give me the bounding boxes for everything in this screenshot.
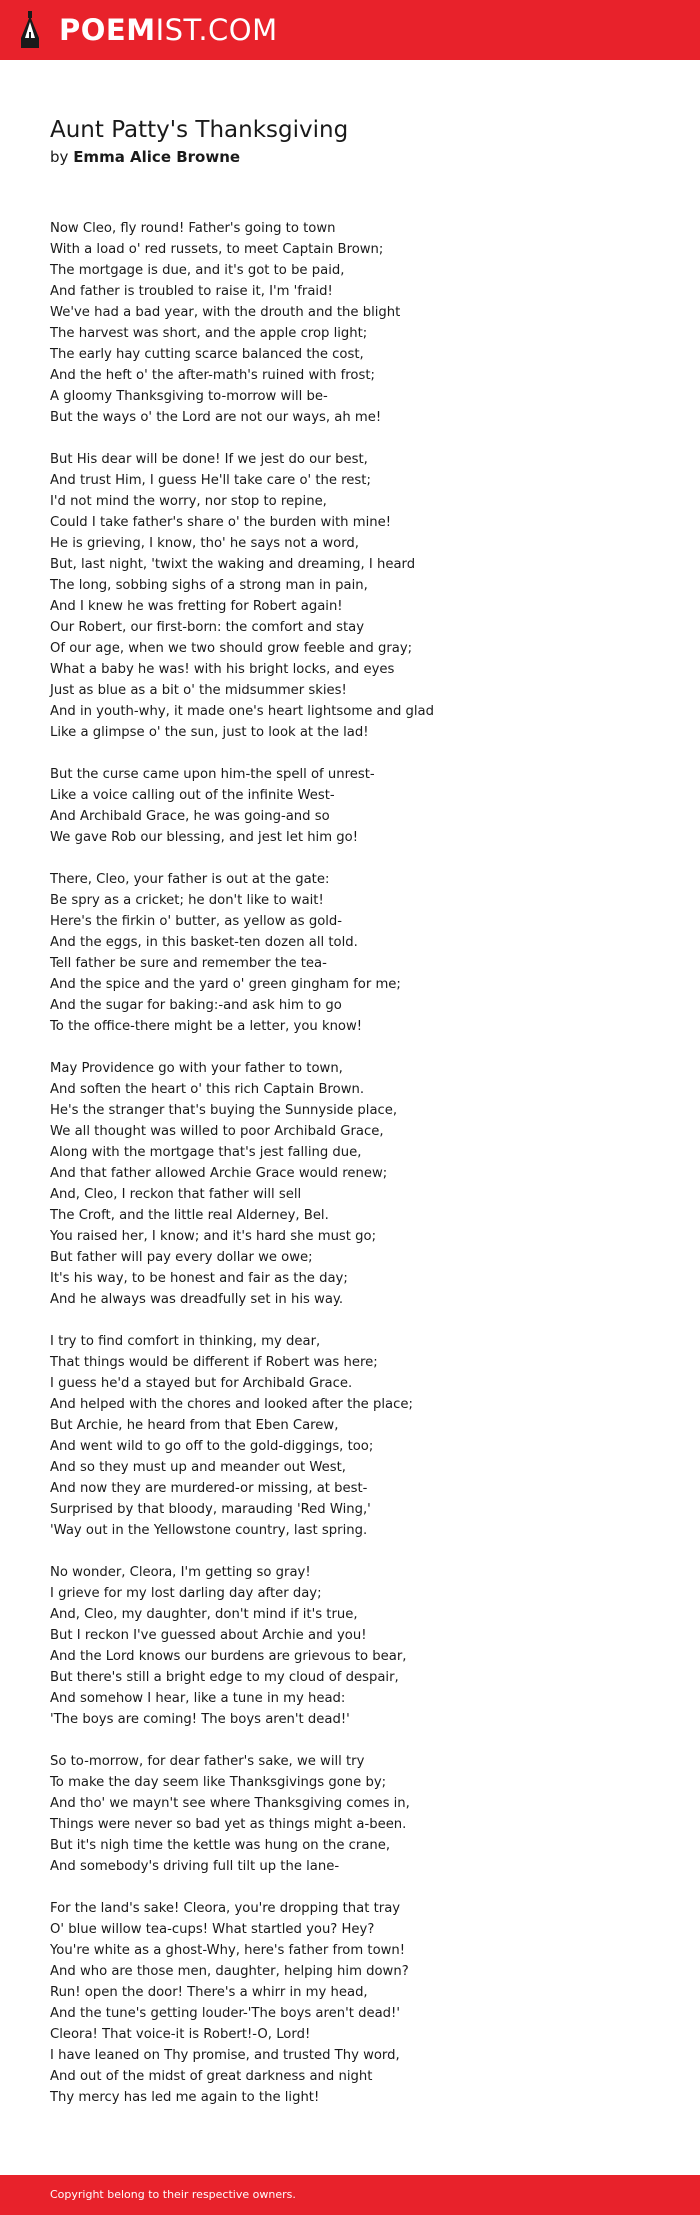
poem-line: And the heft o' the after-math's ruined with frost;	[50, 368, 375, 383]
poem-line: And the tune's getting louder-'The boys aren't dead!'	[50, 2006, 400, 2021]
poem-line: No wonder, Cleora, I'm getting so gray!	[50, 1565, 311, 1580]
logo-text	[59, 10, 278, 50]
poem-line: And father is troubled to raise it, I'm 'fraid!	[50, 284, 333, 299]
poem-line: And the sugar for baking:-and ask him to go	[50, 998, 342, 1013]
poem-line: And in youth-why, it made one's heart lightsome and glad	[50, 704, 435, 719]
poem-line: And soften the heart o' this rich Captain Brown.	[50, 1082, 365, 1097]
poem-line: A gloomy Thanksgiving to-morrow will be-	[50, 389, 328, 404]
poem-line: Be spry as a cricket; he don't like to wait!	[50, 893, 324, 908]
poem-line: We gave Rob our blessing, and jest let him go!	[50, 830, 358, 845]
poem-line: The mortgage is due, and it's got to be paid,	[50, 263, 345, 278]
stanza	[50, 1562, 660, 1730]
poem-line: But the curse came upon him-the spell of unrest-	[50, 767, 375, 782]
poem-title: Aunt Patty's Thanksgiving	[50, 117, 349, 143]
poem-line: I try to find comfort in thinking, my dear,	[50, 1334, 321, 1349]
poem-line: Like a voice calling out of the infinite West-	[50, 788, 335, 803]
poem-line: To the office-there might be a letter, you know!	[50, 1019, 363, 1034]
stanza	[50, 1898, 660, 2108]
poem-line: To make the day seem like Thanksgivings gone by;	[50, 1775, 387, 1790]
poem-line: But I reckon I've guessed about Archie and you!	[50, 1628, 367, 1643]
poem-line: What a baby he was! with his bright locks, and eyes	[50, 662, 395, 677]
poem-line: And he always was dreadfully set in his way.	[50, 1292, 344, 1307]
logo-text-light: IST.COM	[155, 13, 278, 47]
copyright-notice: Copyright belong to their respective owners.	[50, 2188, 296, 2201]
poem-line: And Archibald Grace, he was going-and so	[50, 809, 330, 824]
poem-line: And tho' we mayn't see where Thanksgiving comes in,	[50, 1796, 410, 1811]
poem-line: Things were never so bad yet as things might a-been.	[50, 1817, 407, 1832]
author-name[interactable]: Emma Alice Browne	[73, 148, 241, 166]
byline	[50, 146, 240, 168]
poem-line: And so they must up and meander out West,	[50, 1460, 346, 1475]
site-logo[interactable]	[17, 10, 278, 50]
poem-line: So to-morrow, for dear father's sake, we will try	[50, 1754, 365, 1769]
poem-line: Run! open the door! There's a whirr in my head,	[50, 1985, 368, 2000]
poem-line: Like a glimpse o' the sun, just to look at the lad!	[50, 725, 369, 740]
poem-line: Our Robert, our first-born: the comfort and stay	[50, 620, 365, 635]
poem-line: And somebody's driving full tilt up the lane-	[50, 1859, 340, 1874]
poem-line: Cleora! That voice-it is Robert!-O, Lord!	[50, 2027, 311, 2042]
poem-line: And trust Him, I guess He'll take care o' the rest;	[50, 473, 371, 488]
poem-line: I have leaned on Thy promise, and trusted Thy word,	[50, 2048, 400, 2063]
poem-line: And, Cleo, my daughter, don't mind if it's true,	[50, 1607, 358, 1622]
poem-line: That things would be different if Robert was here;	[50, 1355, 378, 1370]
poem-line: Surprised by that bloody, marauding 'Red Wing,'	[50, 1502, 371, 1517]
stanza	[50, 1058, 660, 1310]
poem-line: Along with the mortgage that's jest falling due,	[50, 1145, 362, 1160]
poem-line: 'The boys are coming! The boys aren't dead!'	[50, 1712, 350, 1727]
poem-line: The harvest was short, and the apple crop light;	[50, 326, 368, 341]
poem-line: But there's still a bright edge to my cloud of despair,	[50, 1670, 399, 1685]
poem-line: The early hay cutting scarce balanced the cost,	[50, 347, 364, 362]
poem-line: And now they are murdered-or missing, at best-	[50, 1481, 368, 1496]
poem-line: And, Cleo, I reckon that father will sell	[50, 1187, 302, 1202]
poem-line: And the Lord knows our burdens are grievous to bear,	[50, 1649, 407, 1664]
stanza	[50, 1331, 660, 1541]
poem-line: But Archie, he heard from that Eben Carew,	[50, 1418, 339, 1433]
poem-line: And I knew he was fretting for Robert again!	[50, 599, 343, 614]
poem-line: Could I take father's share o' the burden with mine!	[50, 515, 392, 530]
poem-line: 'Way out in the Yellowstone country, last spring.	[50, 1523, 368, 1538]
poem-line: I grieve for my lost darling day after day;	[50, 1586, 322, 1601]
stanza	[50, 764, 660, 848]
logo-text-bold: POEM	[59, 13, 156, 47]
poem-line: But it's nigh time the kettle was hung on the crane,	[50, 1838, 391, 1853]
poem-line: You're white as a ghost-Why, here's father from town!	[50, 1943, 406, 1958]
stanza	[50, 869, 660, 1037]
poem-line: With a load o' red russets, to meet Captain Brown;	[50, 242, 384, 257]
poem-line: And the eggs, in this basket-ten dozen all told.	[50, 935, 358, 950]
poem-line: But the ways o' the Lord are not our ways, ah me!	[50, 410, 382, 425]
poem-line: It's his way, to be honest and fair as the day;	[50, 1271, 348, 1286]
poem-line: There, Cleo, your father is out at the gate:	[50, 872, 330, 887]
poem-line: And the spice and the yard o' green gingham for me;	[50, 977, 401, 992]
poem-line: And helped with the chores and looked after the place;	[50, 1397, 413, 1412]
poem-line: And that father allowed Archie Grace would renew;	[50, 1166, 388, 1181]
poem-line: The Croft, and the little real Alderney, Bel.	[50, 1208, 329, 1223]
poem-line: You raised her, I know; and it's hard she must go;	[50, 1229, 377, 1244]
poem-line: Now Cleo, fly round! Father's going to town	[50, 221, 336, 236]
poem-line: He's the stranger that's buying the Sunnyside place,	[50, 1103, 398, 1118]
stanza	[50, 449, 660, 743]
poem-line: I guess he'd a stayed but for Archibald Grace.	[50, 1376, 353, 1391]
stanza	[50, 218, 660, 428]
poem-line: May Providence go with your father to town,	[50, 1061, 343, 1076]
poem-line: We've had a bad year, with the drouth and the blight	[50, 305, 401, 320]
poem-line: But His dear will be done! If we jest do our best,	[50, 452, 368, 467]
poem-line: Of our age, when we two should grow feeble and gray;	[50, 641, 413, 656]
poem-line: But father will pay every dollar we owe;	[50, 1250, 313, 1265]
poem-line: He is grieving, I know, tho' he says not a word,	[50, 536, 359, 551]
poem-line: I'd not mind the worry, nor stop to repine,	[50, 494, 327, 509]
poem-line: For the land's sake! Cleora, you're dropping that tray	[50, 1901, 401, 1916]
poem-line: And out of the midst of great darkness and night	[50, 2069, 373, 2084]
pen-nib-icon	[17, 10, 43, 50]
poem-line: But, last night, 'twixt the waking and dreaming, I heard	[50, 557, 416, 572]
poem-line: Here's the firkin o' butter, as yellow as gold-	[50, 914, 343, 929]
poem-line: And who are those men, daughter, helping him down?	[50, 1964, 409, 1979]
site-footer	[0, 2175, 700, 2215]
poem-line: We all thought was willed to poor Archibald Grace,	[50, 1124, 384, 1139]
poem-line: And somehow I hear, like a tune in my head:	[50, 1691, 346, 1706]
site-header	[0, 0, 700, 60]
poem-line: And went wild to go off to the gold-diggings, too;	[50, 1439, 374, 1454]
poem-line: Tell father be sure and remember the tea-	[50, 956, 327, 971]
poem-body	[50, 218, 660, 2129]
stanza	[50, 1751, 660, 1877]
byline-prefix: by	[50, 148, 69, 166]
poem-line: O' blue willow tea-cups! What startled you? Hey?	[50, 1922, 375, 1937]
poem-line: Just as blue as a bit o' the midsummer skies!	[50, 683, 347, 698]
poem-line: Thy mercy has led me again to the light!	[50, 2090, 320, 2105]
poem-line: The long, sobbing sighs of a strong man in pain,	[50, 578, 368, 593]
